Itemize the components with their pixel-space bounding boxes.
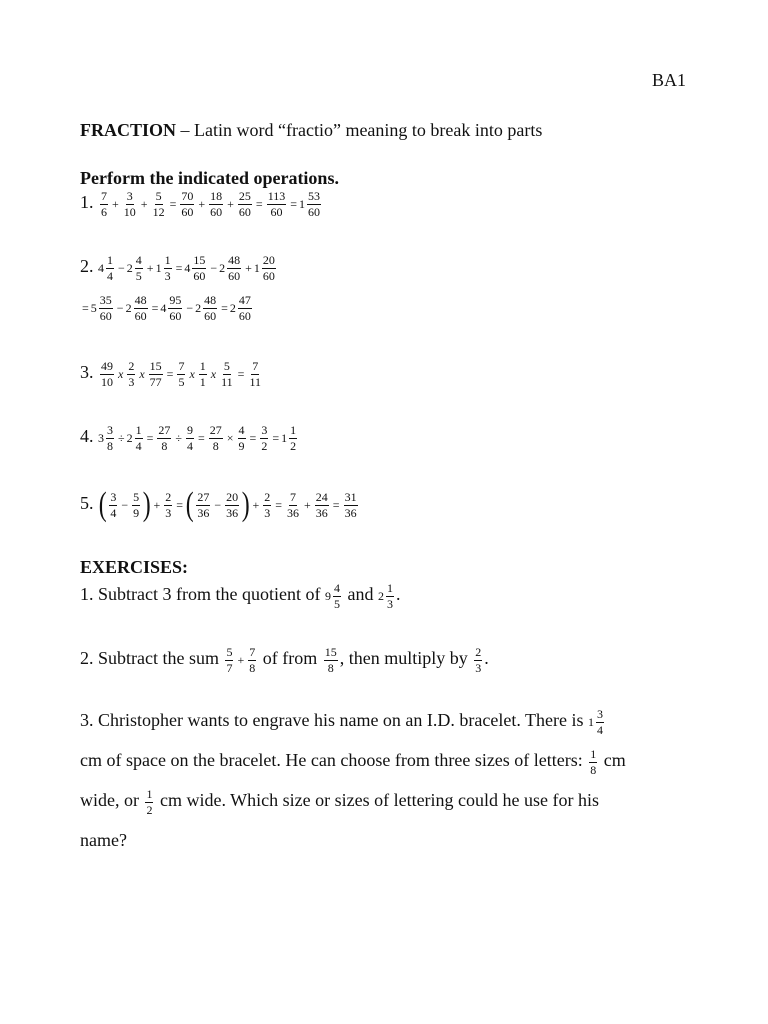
exercise-3-line4 [80,830,127,851]
instructions: Perform the indicated operations. [80,168,339,188]
problem-label: 4. [80,426,94,447]
fraction: $\frac{7}{6}$ [101,189,107,219]
exercise-2: 2. Subtract the sum $\frac{5}{7}$ + $\frac{7}{8}$ of from $\frac{15}{8}$ , then multiply by $\frac{2}{3}$ . [80,645,489,675]
problem-5 [80,488,360,522]
fraction: $\frac{7}{8}$ [249,645,256,675]
fraction: $\frac{4}{5}$ [333,581,340,611]
fraction: $\frac{15}{8}$ [324,645,337,675]
exercise-text: , then multiply by [339,648,473,669]
exercise-text: of from [262,648,322,669]
fraction: $\frac{2}{3}$ [165,489,172,520]
fraction: $\frac{49}{10}$ [101,359,113,389]
fraction: $\frac{4}{5}$ [135,253,142,283]
problem-2-equation-line2: = 5 $\frac{35}{60}$ − 2 $\frac{48}{60}$ = 4 $\frac{95}{60}$ − 2 $\frac{48}{60}$ = 2 $\frac{47}{60}$ [82,293,251,323]
fraction: $\frac{53}{60}$ [308,189,321,219]
fraction: $\frac{2}{3}$ [475,645,482,675]
fraction: $\frac{35}{60}$ [99,293,112,323]
fraction: $\frac{113}{60}$ [267,189,286,219]
intro-term: FRACTION [80,120,177,140]
exercise-1: 1. Subtract 3 from the quotient of 9 $\frac{4}{5}$ and 2 $\frac{1}{3}$ . [80,581,401,611]
problem-4-equation: 3 $\frac{3}{8}$ ÷ 2 $\frac{1}{4}$ = $\frac{27}{8}$ ÷ $\frac{9}{4}$ = $\frac{27}{8}$ × $\frac{4}{9}$ = $\frac{3}{2}$ = 1 $\frac{1}{2}$ [98,423,297,453]
fraction: $\frac{5}{12}$ [152,189,165,219]
fraction: $\frac{1}{8}$ [590,747,597,777]
fraction: $\frac{1}{2}$ [146,787,153,817]
fraction: $\frac{1}{3}$ [164,253,171,283]
exercise-text: name? [80,830,127,850]
fraction: $\frac{25}{60}$ [238,189,251,219]
fraction: $\frac{3}{8}$ [107,423,113,453]
fraction: $\frac{9}{4}$ [186,423,193,453]
fraction: $\frac{7}{5}$ [178,359,185,389]
exercise-text: cm [599,750,626,771]
fraction: $\frac{48}{60}$ [228,253,241,283]
fraction: $\frac{15}{77}$ [149,359,162,389]
intro-line [80,120,542,141]
exercise-3-line3 [80,788,599,816]
fraction: $\frac{7}{11}$ [249,359,261,389]
problem-5-equation: ( $\frac{3}{4}$ − $\frac{5}{9}$ ) + $\frac{2}{3}$ = ( $\frac{27}{36}$ − $\frac{20}{36}$ ) + $\frac{2}{3}$ = $\frac{7}{36}$ + $\frac{24}{36}$ = $\frac{31}{36}$ [98,486,357,523]
fraction: $\frac{3}{10}$ [123,189,136,219]
exercise-3-line2 [80,748,626,776]
fraction: $\frac{1}{1}$ [199,359,206,389]
fraction: $\frac{48}{60}$ [134,293,147,323]
problem-1-equation: $\frac{7}{6}$ + $\frac{3}{10}$ + $\frac{5}{12}$ = $\frac{70}{60}$ + $\frac{18}{60}$ + $\frac{25}{60}$ = $\frac{113}{60}$ = 1 $\frac{53}{60}$ [101,189,321,219]
problem-1 [80,190,323,218]
exercise-text: cm wide. Which size or sizes of lettering could he use for his [155,790,600,811]
problem-label: 1. [80,192,94,213]
fraction: $\frac{70}{60}$ [181,189,194,219]
page-code: BA1 [652,70,687,90]
fraction: $\frac{24}{36}$ [315,489,328,520]
fraction: $\frac{27}{8}$ [158,423,171,453]
fraction: $\frac{95}{60}$ [169,293,182,323]
problem-label: 5. [80,493,94,514]
exercise-3-line1: 3. Christopher wants to engrave his name on an I.D. bracelet. There is 1 $\frac{3}{4}$ [80,707,604,737]
problem-label: 3. [80,362,94,383]
fraction: $\frac{2}{3}$ [128,359,135,389]
fraction: $\frac{20}{60}$ [262,253,275,283]
problem-2 [80,254,278,282]
fraction: $\frac{5}{11}$ [221,359,233,389]
problem-4 [80,424,299,452]
exercises-heading: EXERCISES: [80,557,189,577]
intro-definition: – Latin word “fractio” meaning to break into parts [180,120,543,140]
problem-3-equation: $\frac{49}{10}$ x $\frac{2}{3}$ x $\frac{15}{77}$ = $\frac{7}{5}$ x $\frac{1}{1}$ x $\frac{5}{11}$ = $\frac{7}{11}$ [101,359,261,389]
fraction: $\frac{2}{3}$ [264,489,271,520]
exercise-text: 1. Subtract 3 from the quotient of [80,584,325,605]
fraction: $\frac{20}{36}$ [226,489,239,520]
exercise-text: 3. Christopher wants to engrave his name on an I.D. bracelet. There is [80,710,589,731]
problem-2-equation-line1: 4 $\frac{1}{4}$ − 2 $\frac{4}{5}$ + 1 $\frac{1}{3}$ = 4 $\frac{15}{60}$ − 2 $\frac{48}{60}$ + 1 $\frac{20}{60}$ [98,253,275,283]
problem-3 [80,360,264,388]
fraction: $\frac{15}{60}$ [193,253,206,283]
fraction: $\frac{4}{9}$ [238,423,245,453]
fraction: $\frac{3}{2}$ [261,423,268,453]
fraction: $\frac{18}{60}$ [210,189,223,219]
fraction: $\frac{3}{4}$ [597,707,604,737]
fraction: $\frac{7}{36}$ [287,489,299,520]
fraction: $\frac{5}{7}$ [226,645,233,675]
exercise-text: 2. Subtract the sum [80,648,224,669]
fraction: $\frac{48}{60}$ [204,293,217,323]
exercise-text: and [347,584,378,605]
exercise-text: . [484,648,489,669]
exercise-text: . [395,584,401,605]
fraction: $\frac{47}{60}$ [238,293,251,323]
problem-label: 2. [80,256,94,277]
fraction: $\frac{31}{36}$ [344,489,357,520]
exercise-text: cm of space on the bracelet. He can choose from three sizes of letters: [80,750,588,771]
fraction: $\frac{1}{4}$ [135,423,142,453]
fraction: $\frac{1}{4}$ [107,253,113,283]
fraction: $\frac{1}{2}$ [290,423,297,453]
fraction: $\frac{27}{36}$ [197,489,210,520]
exercise-text: wide, or [80,790,144,811]
fraction: $\frac{27}{8}$ [209,423,222,453]
fraction: $\frac{1}{3}$ [386,581,393,611]
problem-2-line2 [80,294,254,322]
fraction: $\frac{3}{4}$ [110,489,117,520]
fraction: $\frac{5}{9}$ [133,489,140,520]
